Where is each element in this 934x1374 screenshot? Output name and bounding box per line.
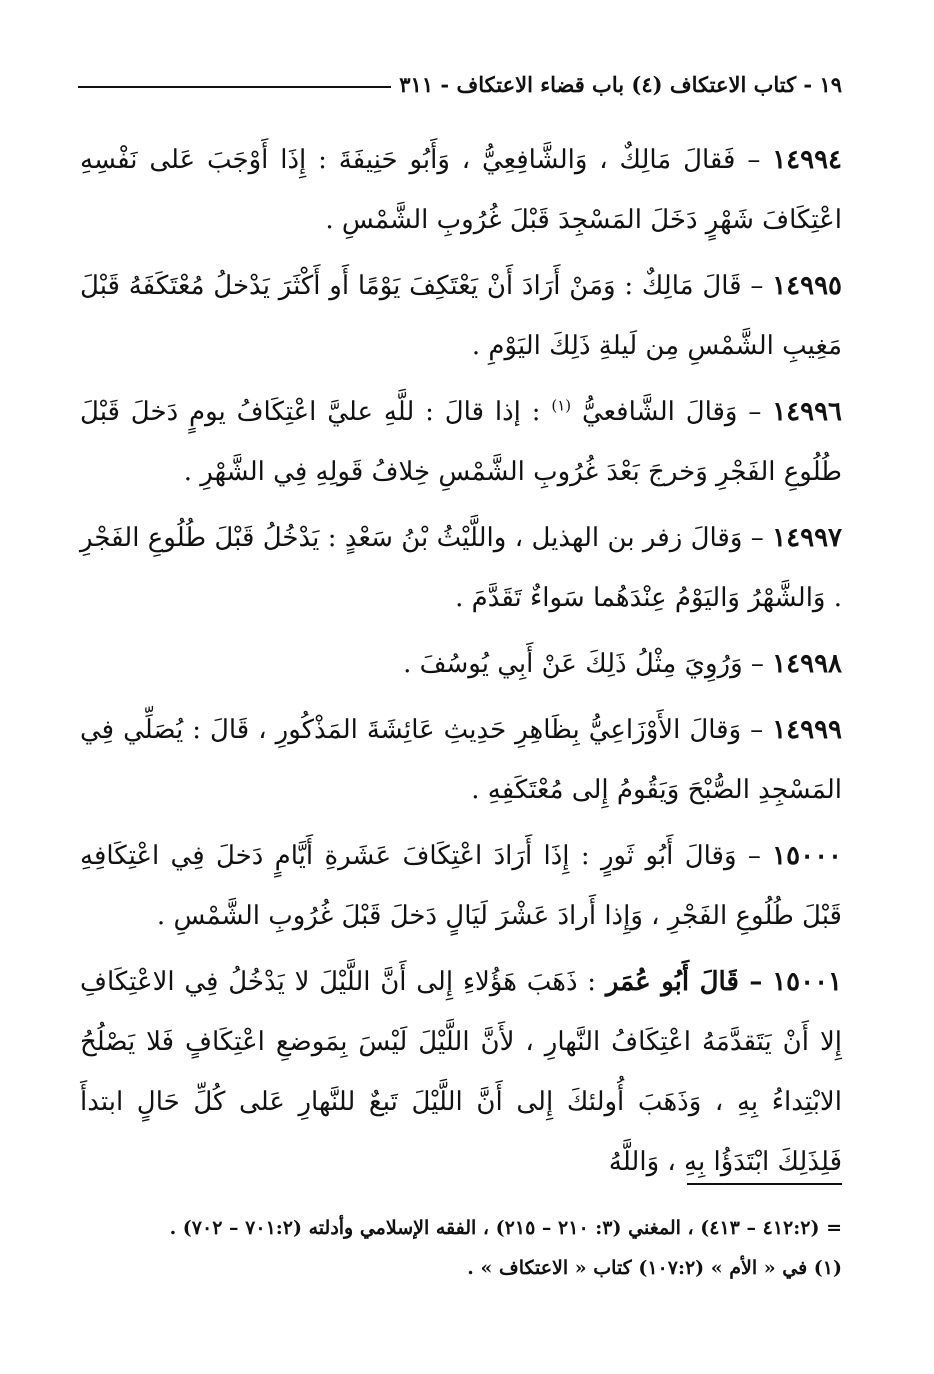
- paragraph-number: ١٤٩٩٥: [772, 271, 843, 301]
- paragraph-14995: [80, 256, 842, 376]
- paragraph-15001: [80, 952, 842, 1192]
- paragraph-14994: [80, 130, 842, 250]
- paragraph-text: – وَقالَ الأَوْزَاعِيُّ بِظَاهِرِ حَدِيثِ عَائِشَةَ المَذْكُورِ ، قَالَ : يُصَلِّي فِي المَسْجِدِ الصُّبْحَ وَيَقُومُ إِلى مُعْتَكَفِهِ .: [80, 715, 842, 805]
- paragraph-text: : إذا قالَ : للَّهِ عليَّ اعْتِكَافُ يومٍ دَخلَ قَبْلَ طُلُوعِ الفَجْرِ وَخرجَ بَعْدَ غُرُوبِ الشَّمْسِ خِلافُ قَولِهِ فِي الشَّهْرِ .: [80, 397, 842, 487]
- paragraph-text: – فَقالَ مَالِكٌ ، وَالشَّافِعِيُّ ، وَأَبُو حَنِيفَةَ : إِذَا أَوْجَبَ عَلى نَفْسِهِ اعْتِكَافَ شَهْرٍ دَخَلَ المَسْجِدَ قَبْلَ غُرُوبِ الشَّمْسِ .: [80, 145, 842, 235]
- paragraph-text: – وَقالَ زفر بن الهذيل ، واللَّيْثُ بْنُ سَعْدٍ : يَدْخُلُ قَبْلَ طُلُوعِ الفَجْرِ . وَالشَّهْرُ وَاليَوْمُ عِنْدَهُما سَواءٌ تَقَدَّمَ .: [80, 523, 842, 613]
- paragraph-14997: [80, 508, 842, 628]
- footnote-separator: [687, 1183, 842, 1185]
- paragraph-number: ١٤٩٩٨: [772, 649, 842, 679]
- header-title: ١٩ - كتاب الاعتكاف (٤) باب قضاء الاعتكاف - ٣١١: [391, 68, 842, 102]
- paragraph-15000: [80, 826, 842, 946]
- footnote-continuation: = (٤١٢:٢ – ٤١٣) ، المغني (٣: ٢١٠ – ٢١٥) ، الفقه الإسلامي وأدلته (٧٠١:٢ – ٧٠٢) .: [169, 1217, 842, 1239]
- paragraph-text: – وَرُوِيَ مِثْلُ ذَلِكَ عَنْ أَبِي يُوسُفَ .: [403, 649, 764, 679]
- footnote-reference[interactable]: (١): [551, 396, 572, 415]
- paragraph-number: ١٥٠٠٠: [772, 841, 842, 871]
- paragraph-number: ١٤٩٩٩: [772, 715, 843, 745]
- paragraph-number: ١٤٩٩٤: [772, 145, 843, 175]
- paragraph-14998: [80, 634, 842, 694]
- paragraph-number: ١٤٩٩٧: [772, 523, 842, 553]
- paragraph-text: : ذَهَبَ هَؤُلاءِ إِلى أَنَّ اللَّيْلَ لا يَدْخُلُ فِي الاعْتِكَافِ إِلا أَنْ يَتَقدَّمَهُ اعْتِكَافُ النَّهارِ ، لأَنَّ اللَّيْلَ لَيْسَ بِمَوضعِ اعْتِكَافٍ فَلا يَصْلُحُ الابْتِداءُ بِهِ ، وَذَهَبَ أُولئكَ إِلى أَنَّ اللَّيْلَ تَبعٌ للنَّهارِ عَلى كُلِّ حَالٍ ابتدأَ فَلِذَلِكَ ابْتَدَؤُا بِهِ ، وَاللَّهُ: [80, 967, 842, 1177]
- footnote-1: (١) في « الأم » (١٠٧:٢) كتاب « الاعتكاف » .: [467, 1257, 842, 1279]
- paragraph-text: – وَقالَ أَبُو ثَورٍ : إِذَا أَرَادَ اعْتِكَافَ عَشَرةِ أَيَّامٍ دَخلَ فِي اعْتِكَافِهِ قَبْلَ طُلُوعِ الفَجْرِ ، وَإِذا أَرادَ عَشْرَ لَيَالٍ دَخلَ قَبْلَ غُرُوبِ الشَّمْسِ .: [80, 841, 842, 931]
- paragraph-number: ١٥٠٠١: [772, 967, 843, 997]
- paragraph-text-lead: – وَقالَ الشَّافعيُّ: [581, 397, 762, 427]
- footnotes: [80, 1208, 842, 1288]
- paragraph-text: – قَالَ مَالِكٌ : وَمَنْ أَرَادَ أَنْ يَعْتَكِفَ يَوْمًا أَو أَكْثَرَ يَدْخلُ مُعْتَكَفَهُ قَبْلَ مَغِيبِ الشَّمْسِ مِن لَيلةِ ذَلِكَ اليَوْمِ .: [80, 271, 842, 361]
- main-text: [80, 130, 842, 1198]
- paragraph-14996: [80, 382, 842, 502]
- paragraph-author: – قَالَ أَبُو عُمَر: [605, 967, 763, 997]
- running-header: [78, 68, 842, 102]
- paragraph-number: ١٤٩٩٦: [772, 397, 843, 427]
- paragraph-14999: [80, 700, 842, 820]
